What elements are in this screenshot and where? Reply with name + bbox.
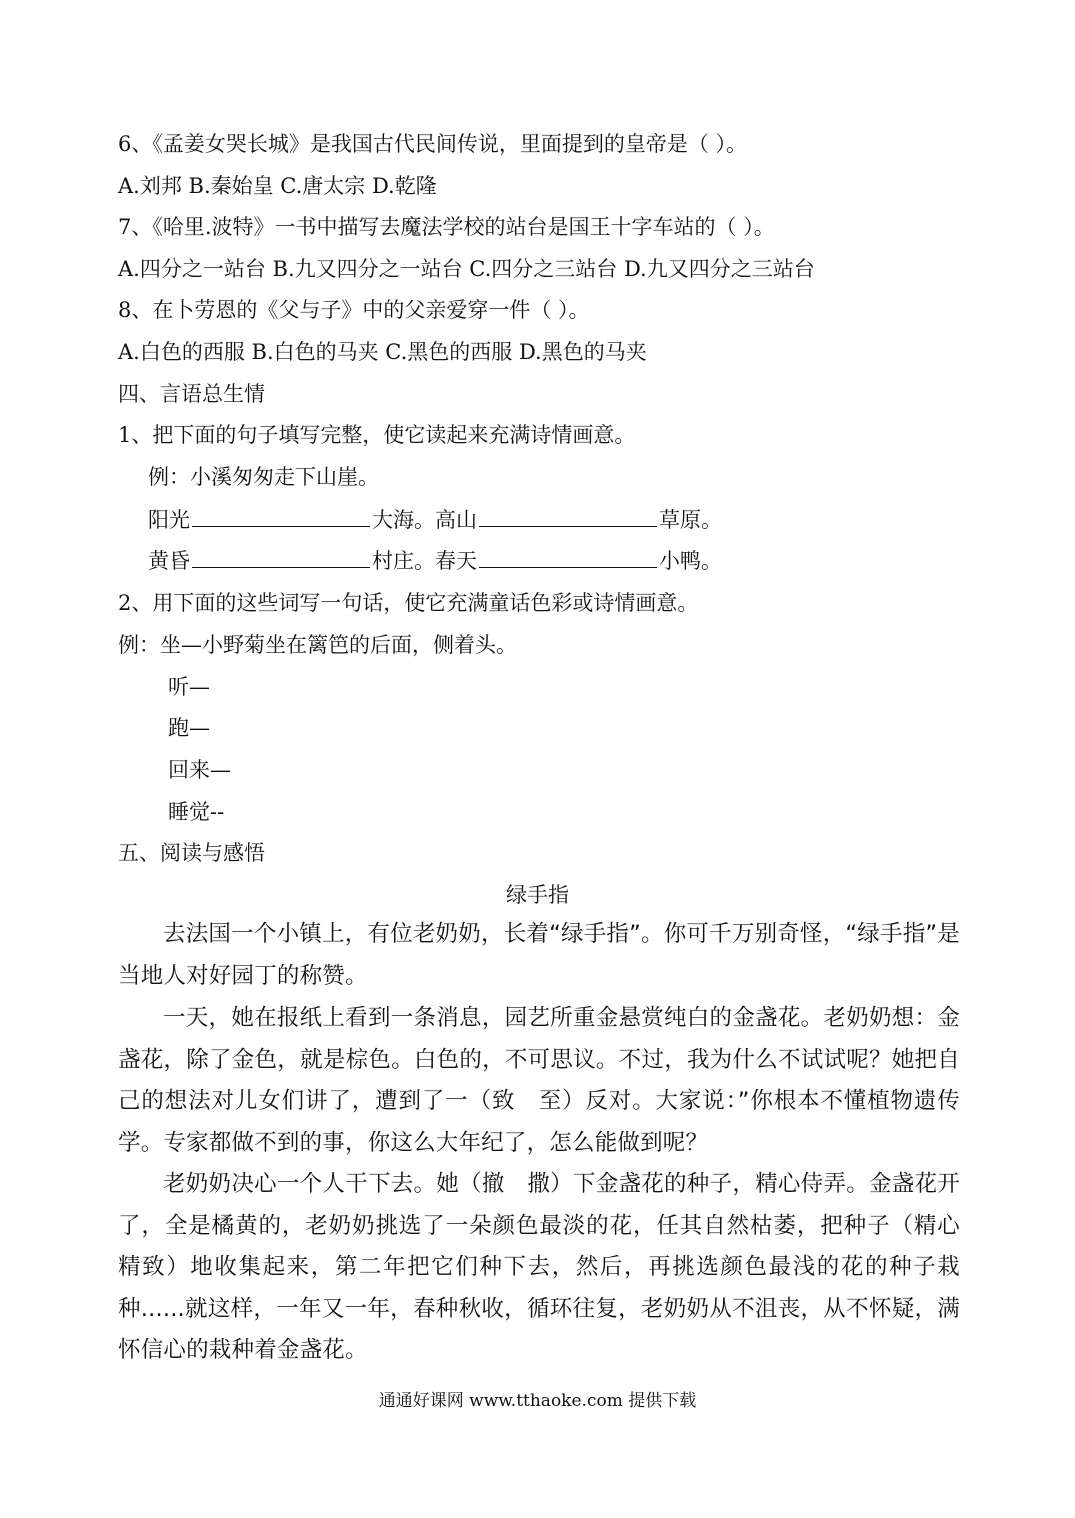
section-4-q1-instruction: 1、把下面的句子填写完整，使它读起来充满诗情画意。 [118,423,636,447]
section-4-heading: 四、言语总生情 [118,382,265,406]
question-7-options: A.四分之一站台 B.九又四分之一站台 C.四分之三站台 D.九又四分之三站台 [118,257,815,281]
section-4-q2-instruction: 2、用下面的这些词写一句话，使它充满童话色彩或诗情画意。 [118,591,699,615]
question-8-options: A.白色的西服 B.白色的马夹 C.黑色的西服 D.黑色的马夹 [118,340,647,364]
question-6-options: A.刘邦 B.秦始皇 C.唐太宗 D.乾隆 [118,174,437,198]
fill-row-1-c: 草原。 [659,508,722,532]
fill-row-1 [148,505,722,535]
reading-paragraph-2: 一天，她在报纸上看到一条消息，园艺所重金悬赏纯白的金盏花。老奶奶想：金盏花，除了金色，就是棕色。白色的，不可思议。不过，我为什么不试试呢？她把自己的想法对儿女们讲了，遭到了一（致 至）反对。大家说：”你根本不懂植物遗传学。专家都做不到的事，你这么大年纪了，怎么能做到呢？ [118,1005,960,1156]
section-4-q2-example: 例：坐—小野菊坐在篱笆的后面，侧着头。 [118,633,517,657]
fill-row-2-b: 村庄。春天 [372,549,477,573]
fill-row-2 [148,546,722,576]
question-8: 8、在卜劳恩的《父与子》中的父亲爱穿一件（ ）。 [118,298,590,322]
fill-row-2-a: 黄昏 [148,549,190,573]
section-5-heading: 五、阅读与感悟 [118,841,265,865]
fill-blank-1[interactable] [192,506,370,527]
word-return: 回来— [168,758,231,782]
footer-credit: 通通好课网 www.tthaoke.com 提供下载 [378,1391,697,1411]
word-sleep: 睡觉-- [168,800,225,824]
fill-blank-2[interactable] [479,506,657,527]
question-7: 7、《哈里.波特》一书中描写去魔法学校的站台是国王十字车站的（ ）。 [118,215,775,239]
fill-blank-3[interactable] [192,547,370,568]
fill-row-1-b: 大海。高山 [372,508,477,532]
reading-title: 绿手指 [506,883,569,907]
fill-row-2-c: 小鸭。 [659,549,722,573]
reading-paragraph-3: 老奶奶决心一个人干下去。她（撤 撒）下金盏花的种子，精心侍弄。金盏花开了，全是橘黄的，老奶奶挑选了一朵颜色最淡的花，任其自然枯萎，把种子（精心 精致）地收集起来，第二年把它们种下去，然后，再挑选颜色最浅的花的种子栽种......就这样，一年又一年，春种秋收，循环往复，老奶奶从不沮丧，从不怀疑，满怀信心的栽种着金盏花。 [118,1171,983,1363]
question-6: 6、《孟姜女哭长城》是我国古代民间传说，里面提到的皇帝是（ ）。 [118,132,748,156]
reading-paragraph-1: 去法国一个小镇上，有位老奶奶，长着“绿手指”。你可千万别奇怪，“绿手指”是当地人对好园丁的称赞。 [118,921,960,989]
section-4-q1-example: 例：小溪匆匆走下山崖。 [148,465,379,489]
fill-blank-4[interactable] [479,547,657,568]
word-listen: 听— [168,675,210,699]
word-run: 跑— [168,716,210,740]
fill-row-1-a: 阳光 [148,508,190,532]
